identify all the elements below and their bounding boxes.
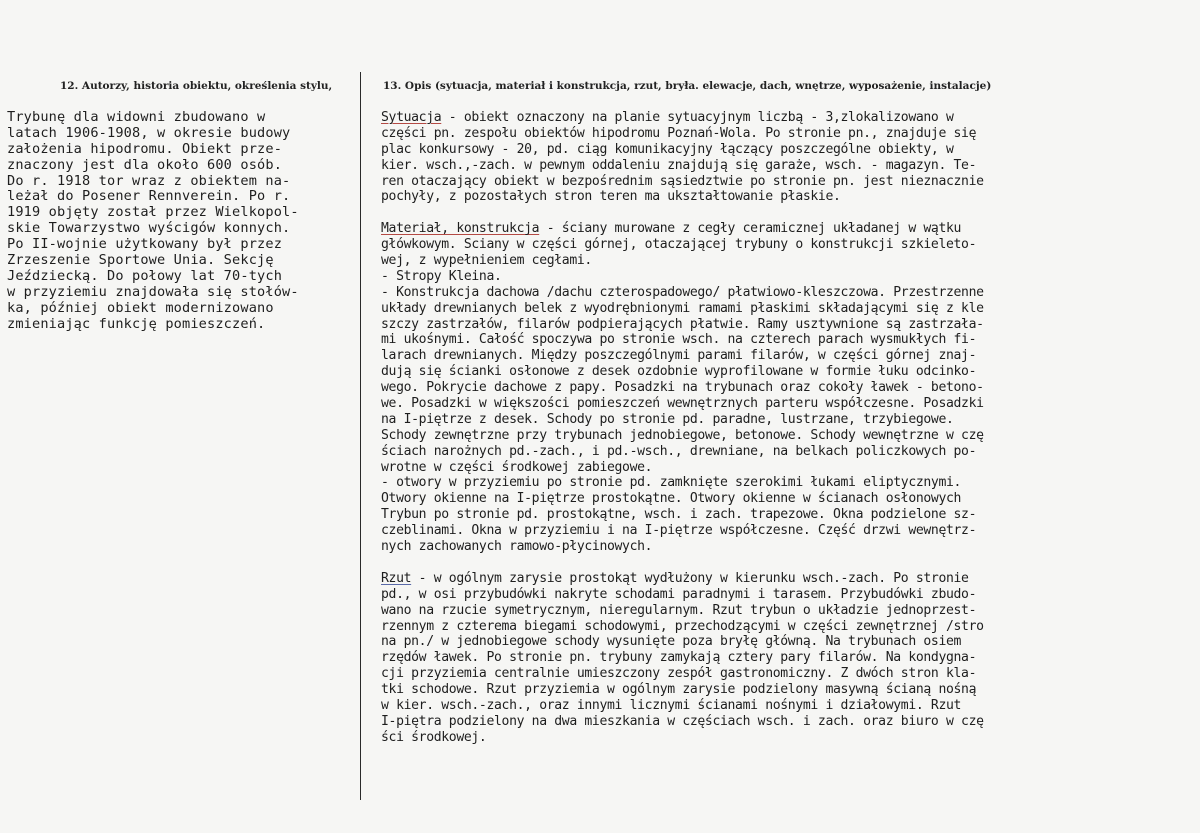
text-line: larach drewnianych. Między poszczególnymi parami filarów, w części górnej znaj- — [381, 348, 977, 364]
text-line: pd., w osi przybudówki nakryte schodami paradnymi i tarasem. Przybudówki zbudo- — [381, 586, 977, 602]
text-line: ści środkowej. — [381, 729, 487, 745]
description-text — [381, 110, 1193, 746]
text-line: Trybunę dla widowni zbudowano w — [7, 110, 266, 125]
text-line: tki schodowe. Rzut przyziemia w ogólnym zarysie podzielony masywną ścianą nośną — [381, 682, 977, 698]
text-line: Do r. 1918 tor wraz z obiektem na- — [7, 173, 291, 189]
text-line: wego. Pokrycie dachowe z papy. Posadzki na trybunach oraz cokoły ławek - betono- — [381, 380, 984, 396]
section-heading-rzut: Rzut — [381, 570, 412, 586]
text-line: dują się ścianki osłonowe z desek ozdobnie wyprofilowane w formie łuku odcinko- — [381, 364, 977, 380]
text-line: główkowym. Ściany w części górnej, otaczającej trybuny o konstrukcji szkieleto- — [381, 237, 977, 253]
text-line: - otwory w przyziemiu po stronie pd. zamknięte szerokimi łukami eliptycznymi. — [381, 475, 962, 491]
section-sytuacja-first-line — [381, 110, 1193, 126]
text-line: Po II-wojnie użytkowany był przez — [7, 237, 283, 253]
text-line: mi ukośnymi. Całość spoczywa po stronie wsch. na czterech parach wysmukłych fi- — [381, 332, 977, 348]
text-line: układy drewnianych belek z wyodrębnionymi ramami płaskimi składającymi się z kle — [381, 300, 984, 316]
text-line: rzennym z czterema biegami schodowymi, przechodzącymi w części zewnętrznej /stro — [381, 618, 984, 634]
text-line: Jeździecką. Do połowy lat 70-tych — [7, 268, 283, 284]
text-line: ściach narożnych pd.-zach., i pd.-wsch., drewniane, na belkach policzkowych po- — [381, 443, 977, 459]
paragraph-gap — [381, 555, 1193, 571]
text-fragment: - ściany murowane z cegły ceramicznej układanej w wątku — [539, 221, 962, 237]
text-line: zmieniając funkcję pomieszczeń. — [7, 316, 266, 332]
section-13-header: 13. Opis (sytuacja, materiał i konstrukcja, rzut, bryła. elewacje, dach, wnętrze, wyposażenie, instalacje) — [383, 80, 992, 92]
text-line: ka, później obiekt modernizowano — [7, 300, 274, 316]
section-heading-material: Materiał, konstrukcja — [381, 221, 540, 237]
text-line: wej, z wypełnieniem cegłami. — [381, 253, 592, 269]
text-line: wano na rzucie symetrycznym, nieregularnym. Rzut trybun o układzie jednoprzest- — [381, 602, 977, 618]
text-line: nych zachowanych ramowo-płycinowych. — [381, 539, 653, 555]
text-line: 1919 objęty został przez Wielkopol- — [7, 205, 299, 221]
text-line: czeblinami. Okna w przyziemiu i na I-piętrze współczesne. Część drzwi wewnętrz- — [381, 523, 977, 539]
text-line: - Stropy Kleina. — [381, 268, 502, 284]
text-fragment: - w ogólnym zarysie prostokąt wydłużony w kierunku wsch.-zach. Po stronie — [411, 570, 969, 586]
section-rzut-first-line — [381, 571, 1193, 587]
text-line: Trybun po stronie pd. prostokątne, wsch. i zach. trapezowe. Okna podzielone sz- — [381, 507, 977, 523]
text-line: w kier. wsch.-zach., oraz innymi licznymi ścianami nośnymi i działowymi. Rzut — [381, 697, 962, 713]
text-line: Otwory okienne na I-piętrze prostokątne. Otwory okienne w ścianach osłonowych — [381, 491, 962, 507]
history-text — [7, 110, 357, 332]
text-line: I-piętra podzielony na dwa mieszkania w częściach wsch. i zach. oraz biuro w czę — [381, 713, 984, 729]
text-line: szczy zastrzałów, filarów podpierających płatwie. Ramy usztywnione są zastrzała- — [381, 316, 984, 332]
paragraph-gap — [381, 205, 1193, 221]
text-line: na pn./ w jednobiegowe schody wysunięte poza bryłę główną. Na trybunach osiem — [381, 634, 962, 650]
text-line: latach 1906-1908, w okresie budowy — [7, 125, 291, 141]
text-line: kier. wsch.,-zach. w pewnym oddaleniu znajdują się garaże, wsch. - magazyn. Te- — [381, 157, 977, 173]
text-line: we. Posadzki w większości pomieszczeń wewnętrznych parteru współczesne. Posadzki — [381, 396, 984, 412]
text-line: na I-piętrze z desek. Schody po stronie pd. paradne, lustrzane, trzybiegowe. — [381, 411, 954, 427]
text-line: wrotne w części środkowej zabiegowe. — [381, 459, 653, 475]
text-line: Zrzeszenie Sportowe Unia. Sekcję — [7, 253, 274, 269]
text-line: plac konkursowy - 20, pd. ciąg komunikacyjny łączący poszczególne obiekty, w — [381, 141, 954, 157]
text-line: pochyły, z pozostałych stron teren ma ukształtowanie płaskie. — [381, 189, 841, 205]
text-fragment: - obiekt oznaczony na planie sytuacyjnym liczbą - 3,zlokalizowano w — [441, 110, 954, 125]
text-line: części pn. zespołu obiektów hipodromu Poznań-Wola. Po stronie pn., znajduje się — [381, 125, 977, 141]
section-12-header: 12. Autorzy, historia obiektu, określenia stylu, — [60, 80, 333, 92]
text-line: leżał do Posener Rennverein. Po r. — [7, 189, 291, 205]
section-heading-sytuacja: Sytuacja — [381, 110, 442, 125]
text-line: Schody zewnętrzne przy trybunach jednobiegowe, betonowe. Schody wewnętrzne w czę — [381, 427, 984, 443]
text-line: skie Towarzystwo wyścigów konnych. — [7, 221, 291, 237]
text-line: w przyziemiu znajdowała się stołów- — [7, 284, 299, 300]
text-line: rzędów ławek. Po stronie pn. trybuny zamykają cztery pary filarów. Na kondygna- — [381, 650, 977, 666]
text-line: - Konstrukcja dachowa /dachu czterospadowego/ płatwiowo-kleszczowa. Przestrzenne — [381, 284, 984, 300]
text-line: założenia hipodromu. Obiekt prze- — [7, 141, 283, 157]
section-material-first-line — [381, 221, 1193, 237]
column-divider — [360, 72, 361, 800]
text-line: ren otaczający obiekt w bezpośrednim sąsiedztwie po stronie pn. jest nieznacznie — [381, 173, 984, 189]
text-line: cji przyziemia centralnie umieszczony zespół gastronomiczny. Z dwóch stron kla- — [381, 666, 977, 682]
text-line: znaczony jest dla około 600 osób. — [7, 157, 283, 173]
